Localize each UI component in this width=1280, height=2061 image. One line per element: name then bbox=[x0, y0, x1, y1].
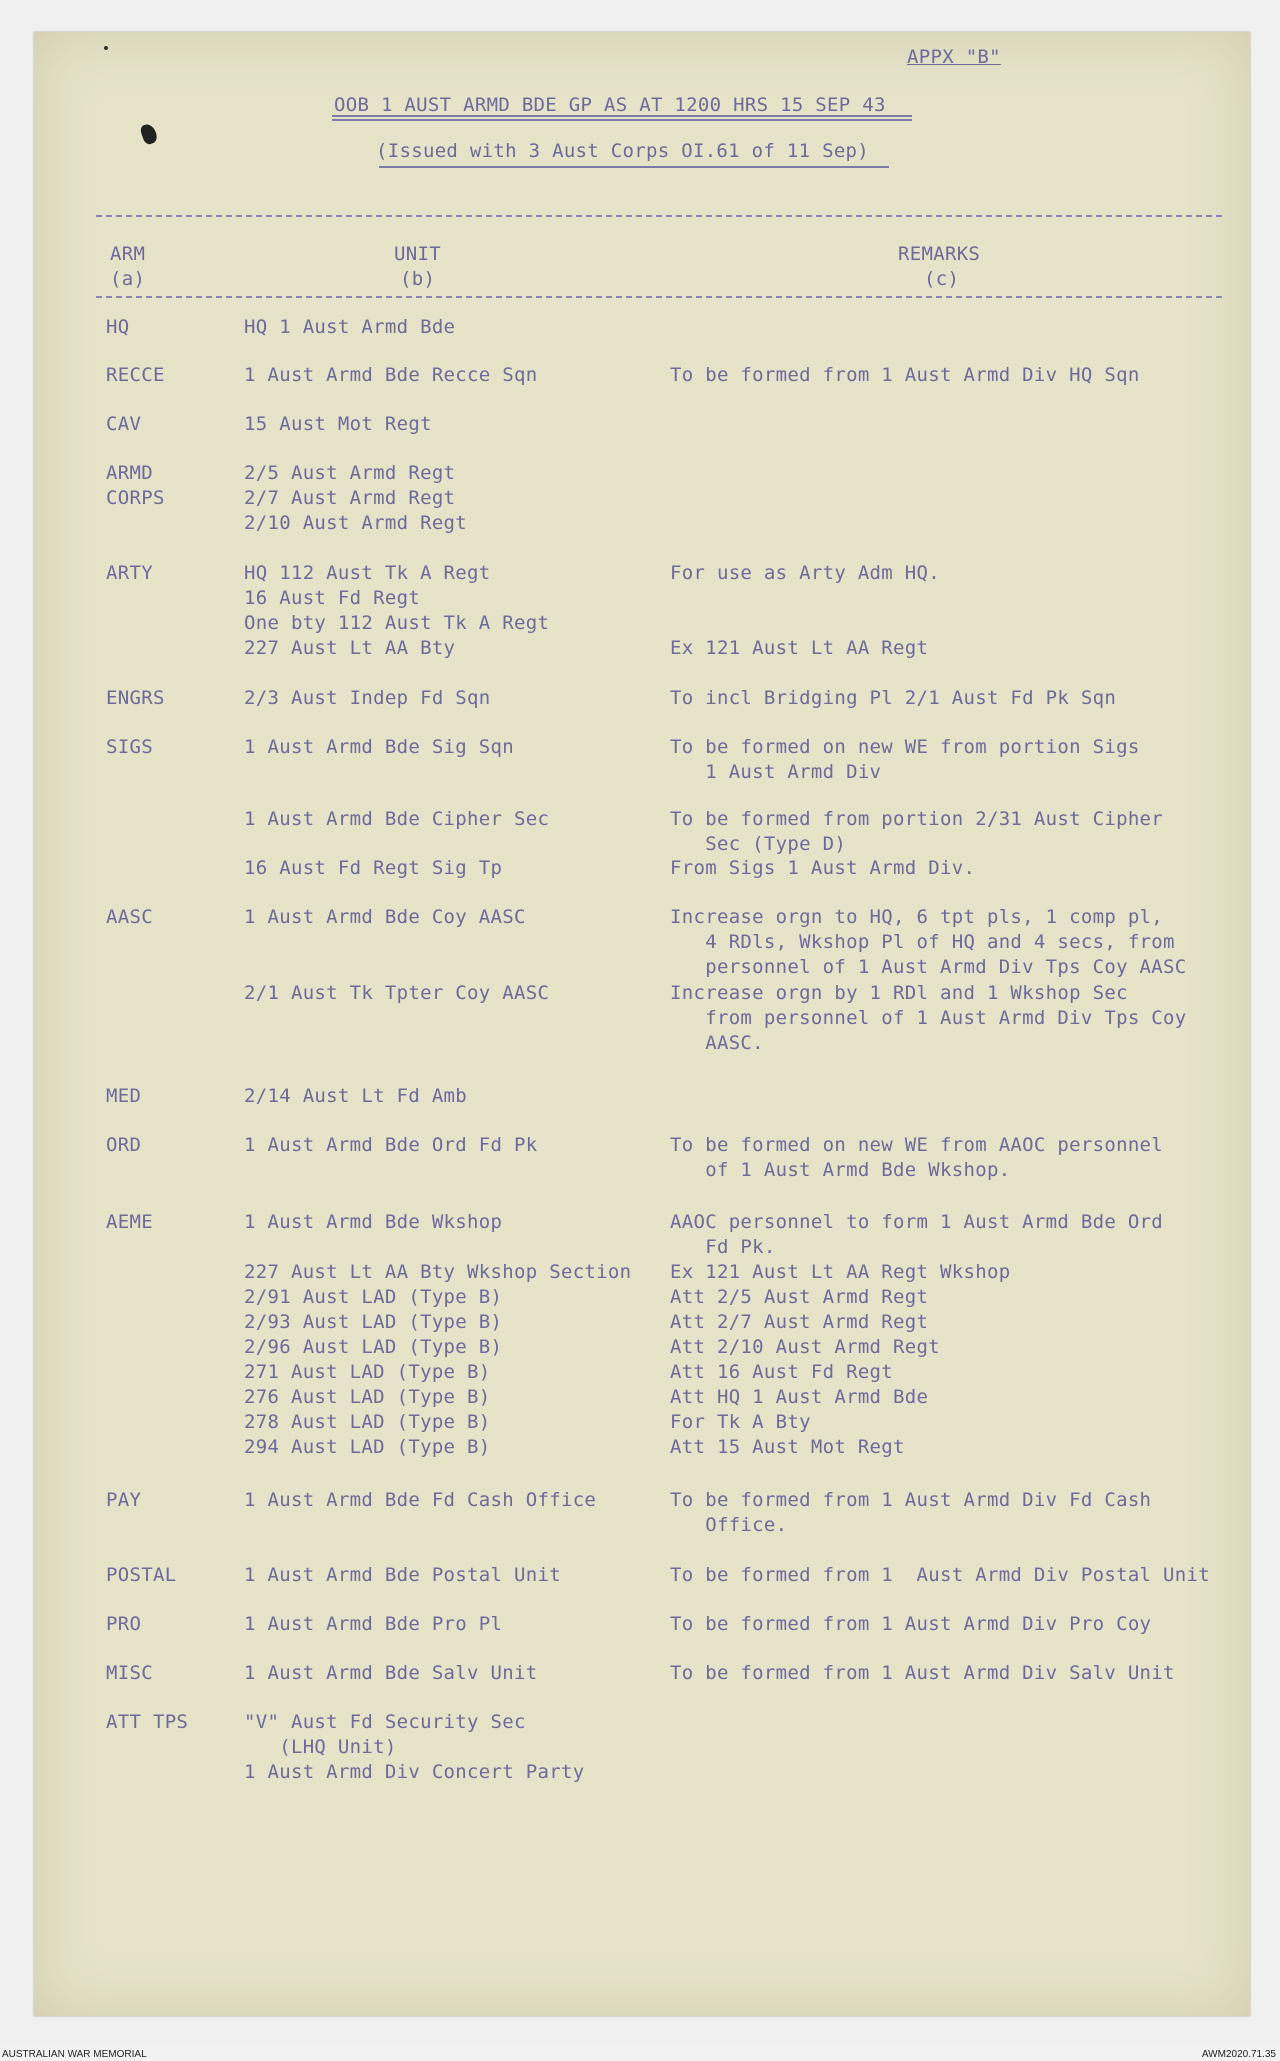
arm-cell bbox=[106, 686, 165, 711]
unit-cell bbox=[244, 1710, 584, 1785]
remarks-cell-line: AAOC personnel to form 1 Aust Armd Bde Ord bbox=[670, 1211, 1164, 1233]
arm-cell-line: MISC bbox=[106, 1662, 153, 1684]
unit-cell-line: "V" Aust Fd Security Sec bbox=[244, 1711, 526, 1733]
arm-cell bbox=[106, 1710, 188, 1735]
remarks-cell bbox=[670, 1260, 1010, 1460]
unit-cell bbox=[244, 1488, 596, 1513]
unit-cell-line: 1 Aust Armd Bde Salv Unit bbox=[244, 1662, 538, 1684]
arm-cell-line: AEME bbox=[106, 1211, 153, 1233]
remarks-cell bbox=[670, 1210, 1163, 1260]
paper-speck bbox=[104, 46, 108, 50]
unit-cell-line: 1 Aust Armd Div Concert Party bbox=[244, 1761, 585, 1783]
remarks-cell bbox=[670, 1661, 1175, 1686]
document-title: OOB 1 AUST ARMD BDE GP AS AT 1200 HRS 15 SEP 43 bbox=[334, 94, 886, 116]
ink-blot bbox=[139, 122, 159, 146]
arm-cell-line: MED bbox=[106, 1085, 142, 1107]
unit-cell bbox=[244, 807, 549, 832]
remarks-cell-line: For Tk A Bty bbox=[670, 1411, 811, 1433]
arm-cell-line: CAV bbox=[106, 413, 142, 435]
unit-cell-line: 2/96 Aust LAD (Type B) bbox=[244, 1336, 503, 1358]
remarks-cell-line: Att HQ 1 Aust Armd Bde bbox=[670, 1386, 929, 1408]
unit-cell bbox=[244, 981, 549, 1006]
unit-cell-line: 2/7 Aust Armd Regt bbox=[244, 487, 456, 509]
remarks-cell-line: Att 2/7 Aust Armd Regt bbox=[670, 1311, 929, 1333]
remarks-cell-line: For use as Arty Adm HQ. bbox=[670, 562, 940, 584]
unit-cell bbox=[244, 856, 502, 881]
unit-cell-line: 2/91 Aust LAD (Type B) bbox=[244, 1286, 503, 1308]
unit-cell bbox=[244, 905, 526, 930]
unit-cell-line: 276 Aust LAD (Type B) bbox=[244, 1386, 491, 1408]
arm-cell-line: SIGS bbox=[106, 736, 153, 758]
remarks-cell-line: To be formed from 1 Aust Armd Div Postal Unit bbox=[670, 1564, 1210, 1586]
remarks-cell bbox=[670, 363, 1140, 388]
remarks-cell-line: To be formed from portion 2/31 Aust Cipher bbox=[670, 808, 1164, 830]
unit-cell bbox=[244, 1133, 537, 1158]
unit-cell-line: 227 Aust Lt AA Bty Wkshop Section bbox=[244, 1261, 632, 1283]
arm-cell bbox=[106, 461, 165, 511]
arm-cell-line: POSTAL bbox=[106, 1564, 177, 1586]
remarks-cell-line: Ex 121 Aust Lt AA Regt Wkshop bbox=[670, 1261, 1011, 1283]
unit-cell bbox=[244, 686, 491, 711]
remarks-cell-line bbox=[670, 611, 940, 636]
remarks-cell-line: AASC. bbox=[670, 1032, 764, 1054]
unit-cell bbox=[244, 363, 537, 388]
appendix-label: APPX "B" bbox=[907, 46, 1001, 68]
remarks-cell-line: Att 2/10 Aust Armd Regt bbox=[670, 1336, 940, 1358]
remarks-cell-line: personnel of 1 Aust Armd Div Tps Coy AASC bbox=[670, 956, 1187, 978]
header-top-rule bbox=[96, 215, 1222, 217]
remarks-cell-line: 4 RDls, Wkshop Pl of HQ and 4 secs, from bbox=[670, 931, 1175, 953]
remarks-cell bbox=[670, 856, 975, 881]
remarks-cell-line: To incl Bridging Pl 2/1 Aust Fd Pk Sqn bbox=[670, 687, 1117, 709]
unit-cell-line: 2/5 Aust Armd Regt bbox=[244, 462, 456, 484]
remarks-cell-line: from personnel of 1 Aust Armd Div Tps Coy bbox=[670, 1007, 1187, 1029]
unit-cell-line: 271 Aust LAD (Type B) bbox=[244, 1361, 491, 1383]
unit-cell-line: 15 Aust Mot Regt bbox=[244, 413, 432, 435]
arm-cell bbox=[106, 1133, 141, 1158]
remarks-cell-line: Att 16 Aust Fd Regt bbox=[670, 1361, 894, 1383]
unit-cell bbox=[244, 461, 467, 536]
footer-reference: AWM2020.71.35 bbox=[1201, 2049, 1276, 2060]
unit-cell-line: 1 Aust Armd Bde Wkshop bbox=[244, 1211, 503, 1233]
unit-cell bbox=[244, 1563, 561, 1588]
unit-cell-line: 1 Aust Armd Bde Cipher Sec bbox=[244, 808, 550, 830]
document-sheet bbox=[34, 32, 1250, 2016]
unit-cell-line: 294 Aust LAD (Type B) bbox=[244, 1436, 491, 1458]
column-header-unit: UNIT (b) bbox=[394, 243, 441, 290]
remarks-cell bbox=[670, 1488, 1151, 1538]
remarks-cell-line: To be formed on new WE from AAOC personnel bbox=[670, 1134, 1164, 1156]
unit-cell-line: 278 Aust LAD (Type B) bbox=[244, 1411, 491, 1433]
unit-cell-line: 2/3 Aust Indep Fd Sqn bbox=[244, 687, 491, 709]
unit-cell-line: 1 Aust Armd Bde Fd Cash Office bbox=[244, 1489, 597, 1511]
unit-cell-line: One bty 112 Aust Tk A Regt bbox=[244, 612, 550, 634]
footer-credit: AUSTRALIAN WAR MEMORIAL bbox=[2, 2049, 147, 2060]
unit-cell bbox=[244, 1210, 502, 1235]
remarks-cell bbox=[670, 561, 940, 661]
title-underline bbox=[332, 115, 912, 117]
arm-cell-line: HQ bbox=[106, 316, 130, 338]
arm-cell-line: PRO bbox=[106, 1613, 142, 1635]
remarks-cell bbox=[670, 807, 1163, 857]
remarks-cell-line: Ex 121 Aust Lt AA Regt bbox=[670, 637, 929, 659]
unit-cell bbox=[244, 561, 549, 661]
arm-cell-line: ARMD bbox=[106, 462, 153, 484]
remarks-cell-line: Office. bbox=[670, 1514, 788, 1536]
arm-cell bbox=[106, 363, 165, 388]
arm-cell-line: ORD bbox=[106, 1134, 142, 1156]
subtitle-underline bbox=[379, 166, 889, 168]
remarks-cell-line: Increase orgn by 1 RDl and 1 Wkshop Sec bbox=[670, 982, 1128, 1004]
unit-cell-line: HQ 1 Aust Armd Bde bbox=[244, 316, 456, 338]
arm-cell bbox=[106, 561, 153, 586]
arm-cell-line: ARTY bbox=[106, 562, 153, 584]
title-underline-2 bbox=[332, 119, 912, 121]
unit-cell-line: 1 Aust Armd Bde Postal Unit bbox=[244, 1564, 561, 1586]
remarks-cell-line: Att 15 Aust Mot Regt bbox=[670, 1436, 905, 1458]
remarks-cell bbox=[670, 1133, 1163, 1183]
arm-cell-line: ENGRS bbox=[106, 687, 165, 709]
unit-cell-line: 16 Aust Fd Regt Sig Tp bbox=[244, 857, 503, 879]
unit-cell-line: (LHQ Unit) bbox=[244, 1736, 397, 1758]
unit-cell bbox=[244, 315, 455, 340]
remarks-cell bbox=[670, 1563, 1210, 1588]
unit-cell-line: 1 Aust Armd Bde Coy AASC bbox=[244, 906, 526, 928]
remarks-cell-line: Sec (Type D) bbox=[670, 833, 847, 855]
remarks-cell bbox=[670, 981, 1187, 1056]
document-subtitle: (Issued with 3 Aust Corps OI.61 of 11 Sep) bbox=[376, 140, 870, 162]
unit-cell bbox=[244, 1260, 631, 1460]
unit-cell bbox=[244, 1612, 502, 1637]
unit-cell-line: 2/10 Aust Armd Regt bbox=[244, 512, 468, 534]
column-header-arm: ARM (a) bbox=[110, 243, 146, 290]
remarks-cell-line: To be formed from 1 Aust Armd Div Fd Cash bbox=[670, 1489, 1152, 1511]
unit-cell-line: 2/93 Aust LAD (Type B) bbox=[244, 1311, 503, 1333]
unit-cell-line: 16 Aust Fd Regt bbox=[244, 587, 421, 609]
remarks-cell bbox=[670, 686, 1116, 711]
arm-cell-line: AASC bbox=[106, 906, 153, 928]
unit-cell-line: 2/14 Aust Lt Fd Amb bbox=[244, 1085, 468, 1107]
unit-cell-line: 1 Aust Armd Bde Ord Fd Pk bbox=[244, 1134, 538, 1156]
remarks-cell-line: From Sigs 1 Aust Armd Div. bbox=[670, 857, 976, 879]
unit-cell bbox=[244, 735, 514, 760]
remarks-cell bbox=[670, 905, 1187, 980]
unit-cell-line: HQ 112 Aust Tk A Regt bbox=[244, 562, 491, 584]
arm-cell-line: CORPS bbox=[106, 487, 165, 509]
arm-cell bbox=[106, 1488, 141, 1513]
unit-cell bbox=[244, 412, 432, 437]
remarks-cell-line: Att 2/5 Aust Armd Regt bbox=[670, 1286, 929, 1308]
remarks-cell bbox=[670, 1612, 1151, 1637]
remarks-cell-line: of 1 Aust Armd Bde Wkshop. bbox=[670, 1159, 1011, 1181]
arm-cell bbox=[106, 1210, 153, 1235]
remarks-cell-line bbox=[670, 586, 940, 611]
unit-cell-line: 1 Aust Armd Bde Pro Pl bbox=[244, 1613, 503, 1635]
unit-cell-line: 1 Aust Armd Bde Recce Sqn bbox=[244, 364, 538, 386]
arm-cell bbox=[106, 1612, 141, 1637]
remarks-cell-line: Fd Pk. bbox=[670, 1236, 776, 1258]
arm-cell bbox=[106, 412, 141, 437]
unit-cell-line: 227 Aust Lt AA Bty bbox=[244, 637, 456, 659]
arm-cell bbox=[106, 905, 153, 930]
remarks-cell bbox=[670, 735, 1140, 785]
remarks-cell-line: To be formed from 1 Aust Armd Div HQ Sqn bbox=[670, 364, 1140, 386]
header-bottom-rule bbox=[96, 296, 1222, 298]
unit-cell bbox=[244, 1661, 537, 1686]
arm-cell bbox=[106, 315, 129, 340]
remarks-cell-line: To be formed on new WE from portion Sigs bbox=[670, 736, 1140, 758]
arm-cell-line: ATT TPS bbox=[106, 1711, 189, 1733]
unit-cell bbox=[244, 1084, 467, 1109]
arm-cell bbox=[106, 1563, 176, 1588]
arm-cell bbox=[106, 1661, 153, 1686]
arm-cell bbox=[106, 735, 153, 760]
arm-cell-line: PAY bbox=[106, 1489, 142, 1511]
arm-cell-line: RECCE bbox=[106, 364, 165, 386]
unit-cell-line: 1 Aust Armd Bde Sig Sqn bbox=[244, 736, 514, 758]
remarks-cell-line: To be formed from 1 Aust Armd Div Pro Coy bbox=[670, 1613, 1152, 1635]
unit-cell-line: 2/1 Aust Tk Tpter Coy AASC bbox=[244, 982, 550, 1004]
remarks-cell-line: To be formed from 1 Aust Armd Div Salv Unit bbox=[670, 1662, 1175, 1684]
remarks-cell-line: Increase orgn to HQ, 6 tpt pls, 1 comp pl, bbox=[670, 906, 1164, 928]
arm-cell bbox=[106, 1084, 141, 1109]
column-header-remarks: REMARKS (c) bbox=[898, 243, 981, 290]
remarks-cell-line: 1 Aust Armd Div bbox=[670, 761, 882, 783]
